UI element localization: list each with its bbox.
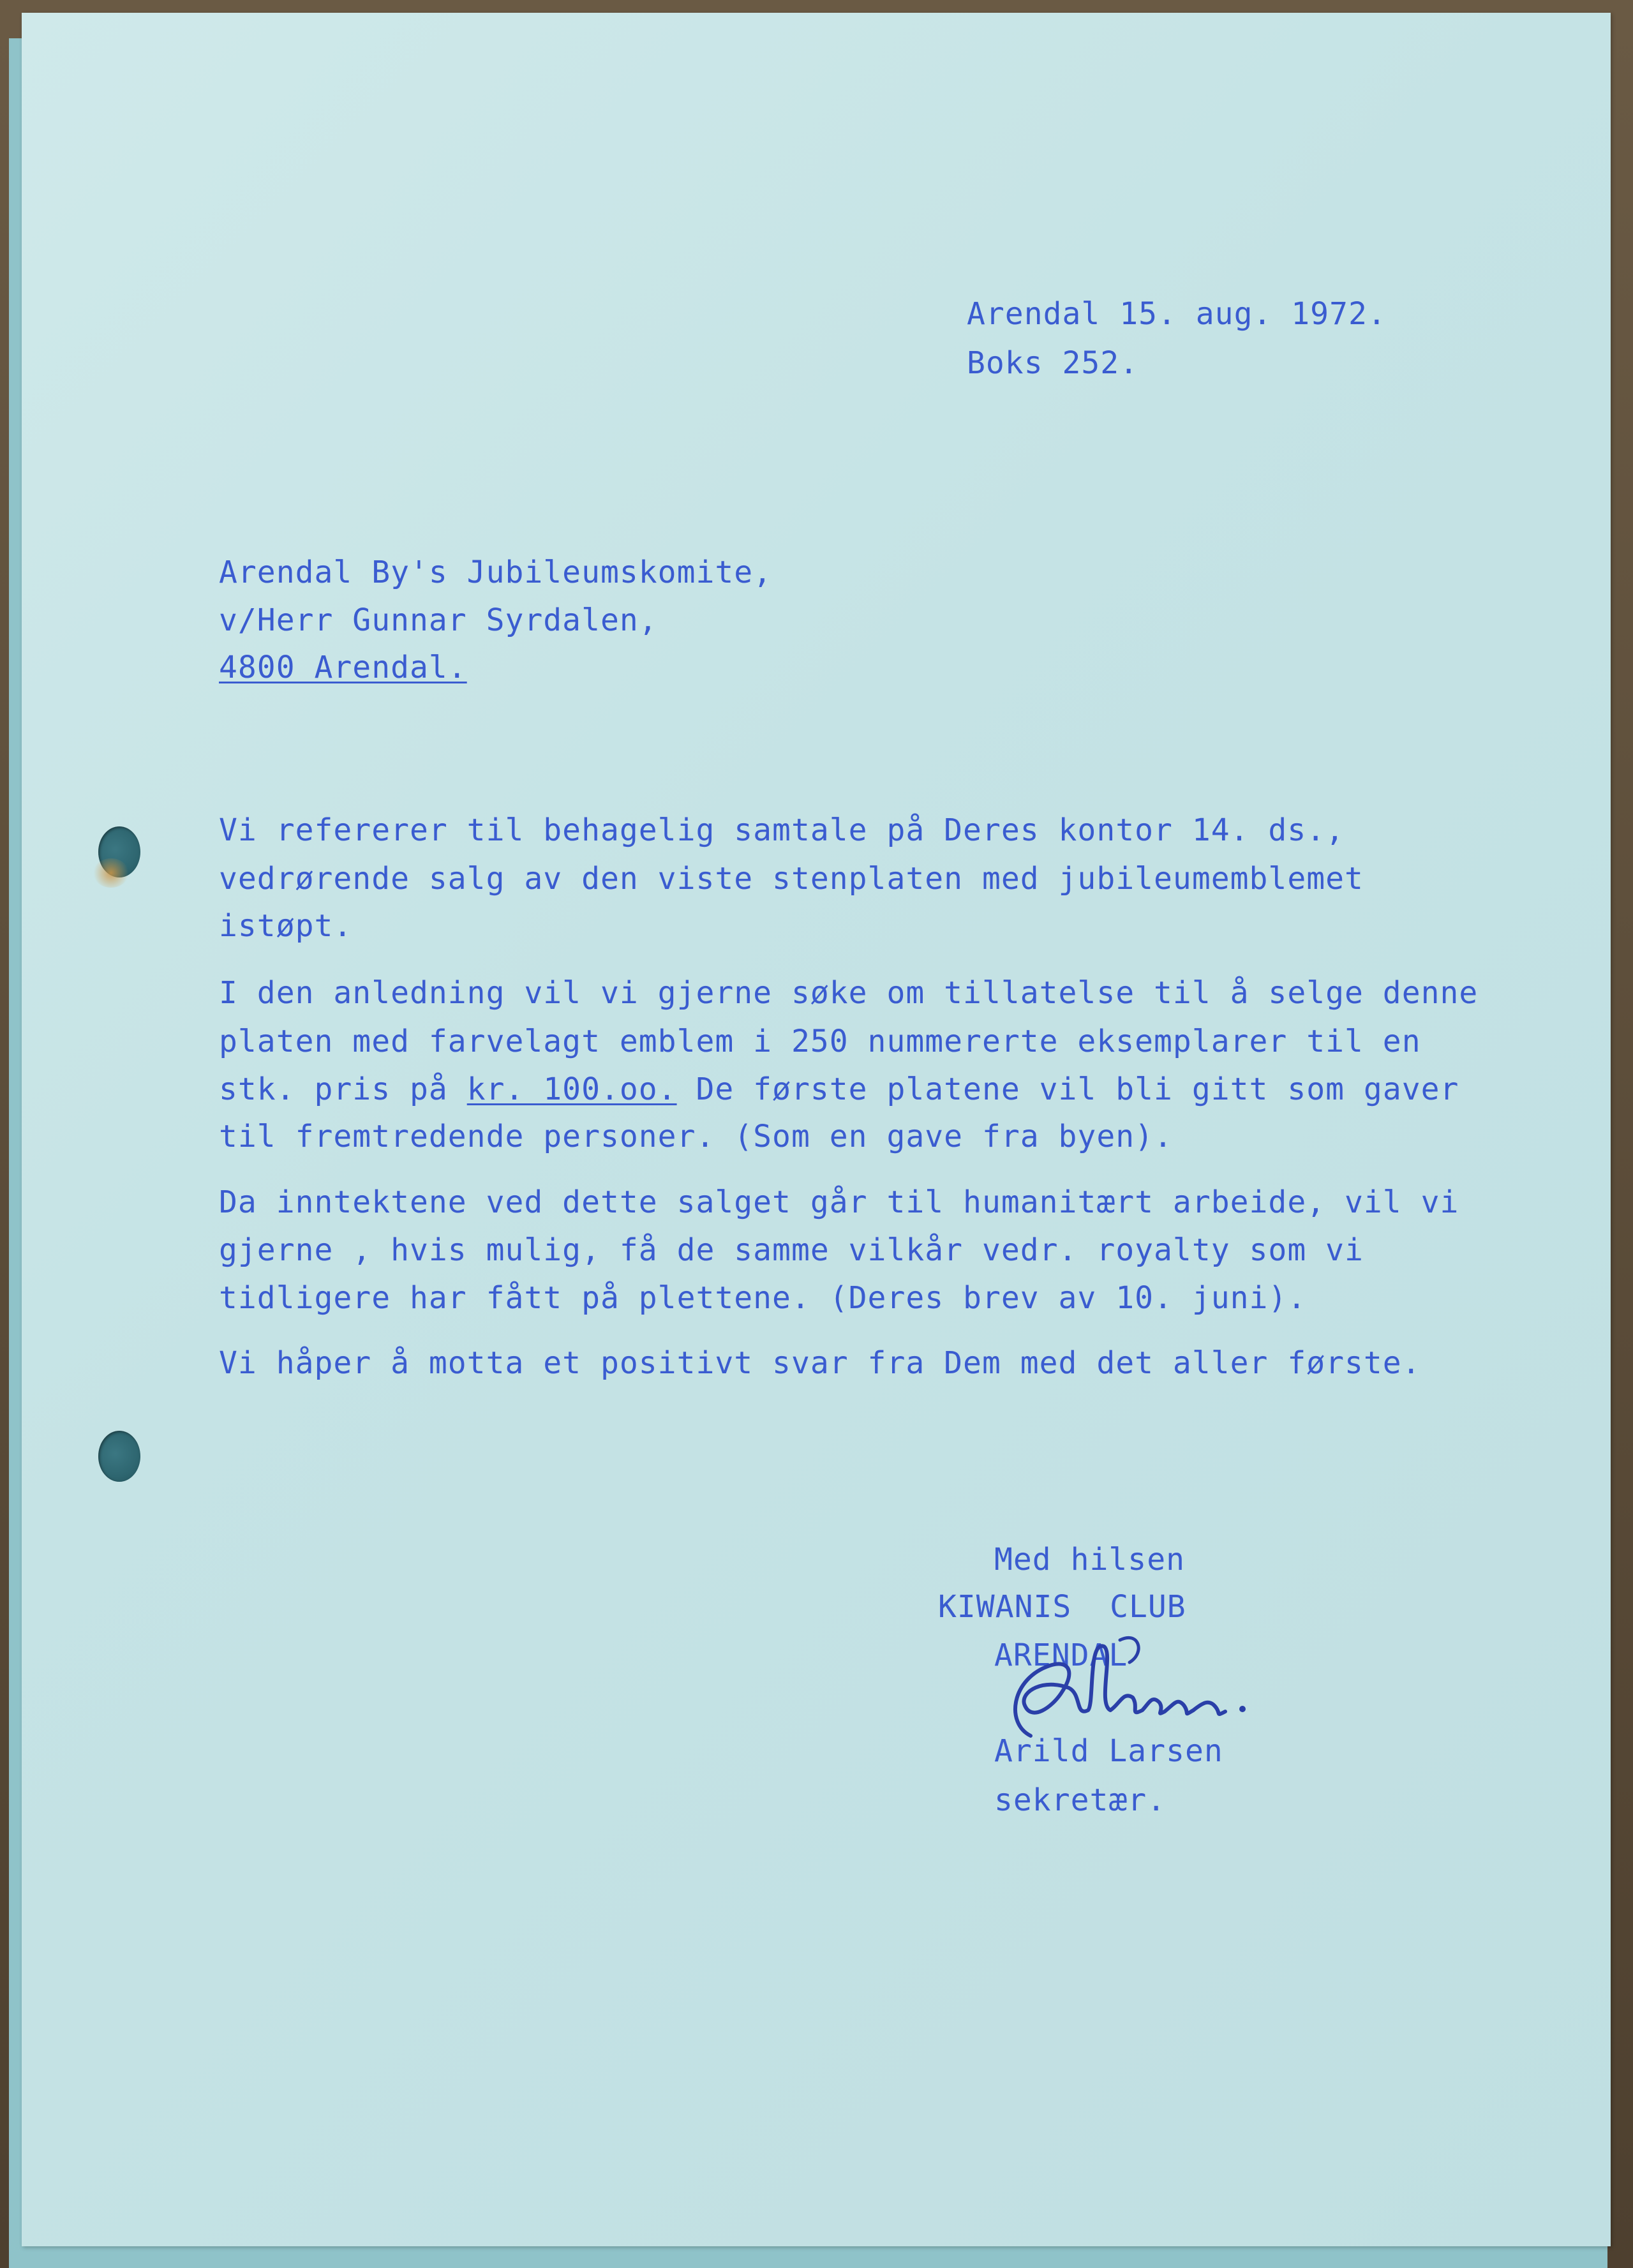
para2-line-3 (219, 1071, 1459, 1107)
handwritten-signature (992, 1627, 1260, 1749)
para2-line-1: I den anledning vil vi gjerne søke om tillatelse til å selge denne (219, 975, 1479, 1011)
para1-line-1: Vi refererer til behagelig samtale på Deres kontor 14. ds., (219, 812, 1345, 848)
para3-line-2: gjerne , hvis mulig, få de samme vilkår vedr. royalty som vi (219, 1232, 1364, 1268)
place-date: Arendal 15. aug. 1972. (967, 296, 1387, 332)
recipient-line-2: v/Herr Gunnar Syrdalen, (219, 602, 658, 638)
price-prefix: stk. pris på (219, 1071, 467, 1107)
para3-line-3: tidligere har fått på plettene. (Deres brev av 10. juni). (219, 1280, 1307, 1316)
para2-line-2: platen med farvelagt emblem i 250 nummererte eksemplarer til en (219, 1024, 1421, 1059)
price-suffix: De første platene vil bli gitt som gaver (676, 1071, 1459, 1107)
box-number: Boks 252. (967, 345, 1139, 381)
para3-line-1: Da inntektene ved dette salget går til humanitært arbeide, vil vi (219, 1184, 1459, 1220)
closing-greeting: Med hilsen (994, 1542, 1185, 1578)
para1-line-2: vedrørende salg av den viste stenplaten med jubileumemblemet (219, 861, 1364, 897)
para4: Vi håper å motta et positivt svar fra Dem med det aller første. (219, 1345, 1421, 1381)
signer-name: Arild Larsen (994, 1733, 1223, 1769)
price-value: kr. 100.oo. (466, 1071, 677, 1107)
recipient-line-3: 4800 Arendal. (219, 650, 467, 685)
closing-org-line-2: ARENDAL (994, 1638, 1128, 1673)
rust-stain (93, 858, 129, 888)
closing-org-line-1: KIWANIS CLUB (938, 1589, 1186, 1625)
recipient-line-1: Arendal By's Jubileumskomite, (219, 555, 773, 590)
para2-line-4: til fremtredende personer. (Som en gave fra byen). (219, 1119, 1173, 1154)
signer-title: sekretær. (994, 1782, 1167, 1818)
para1-line-3: istøpt. (219, 908, 353, 944)
punch-hole-bottom (98, 1431, 140, 1482)
